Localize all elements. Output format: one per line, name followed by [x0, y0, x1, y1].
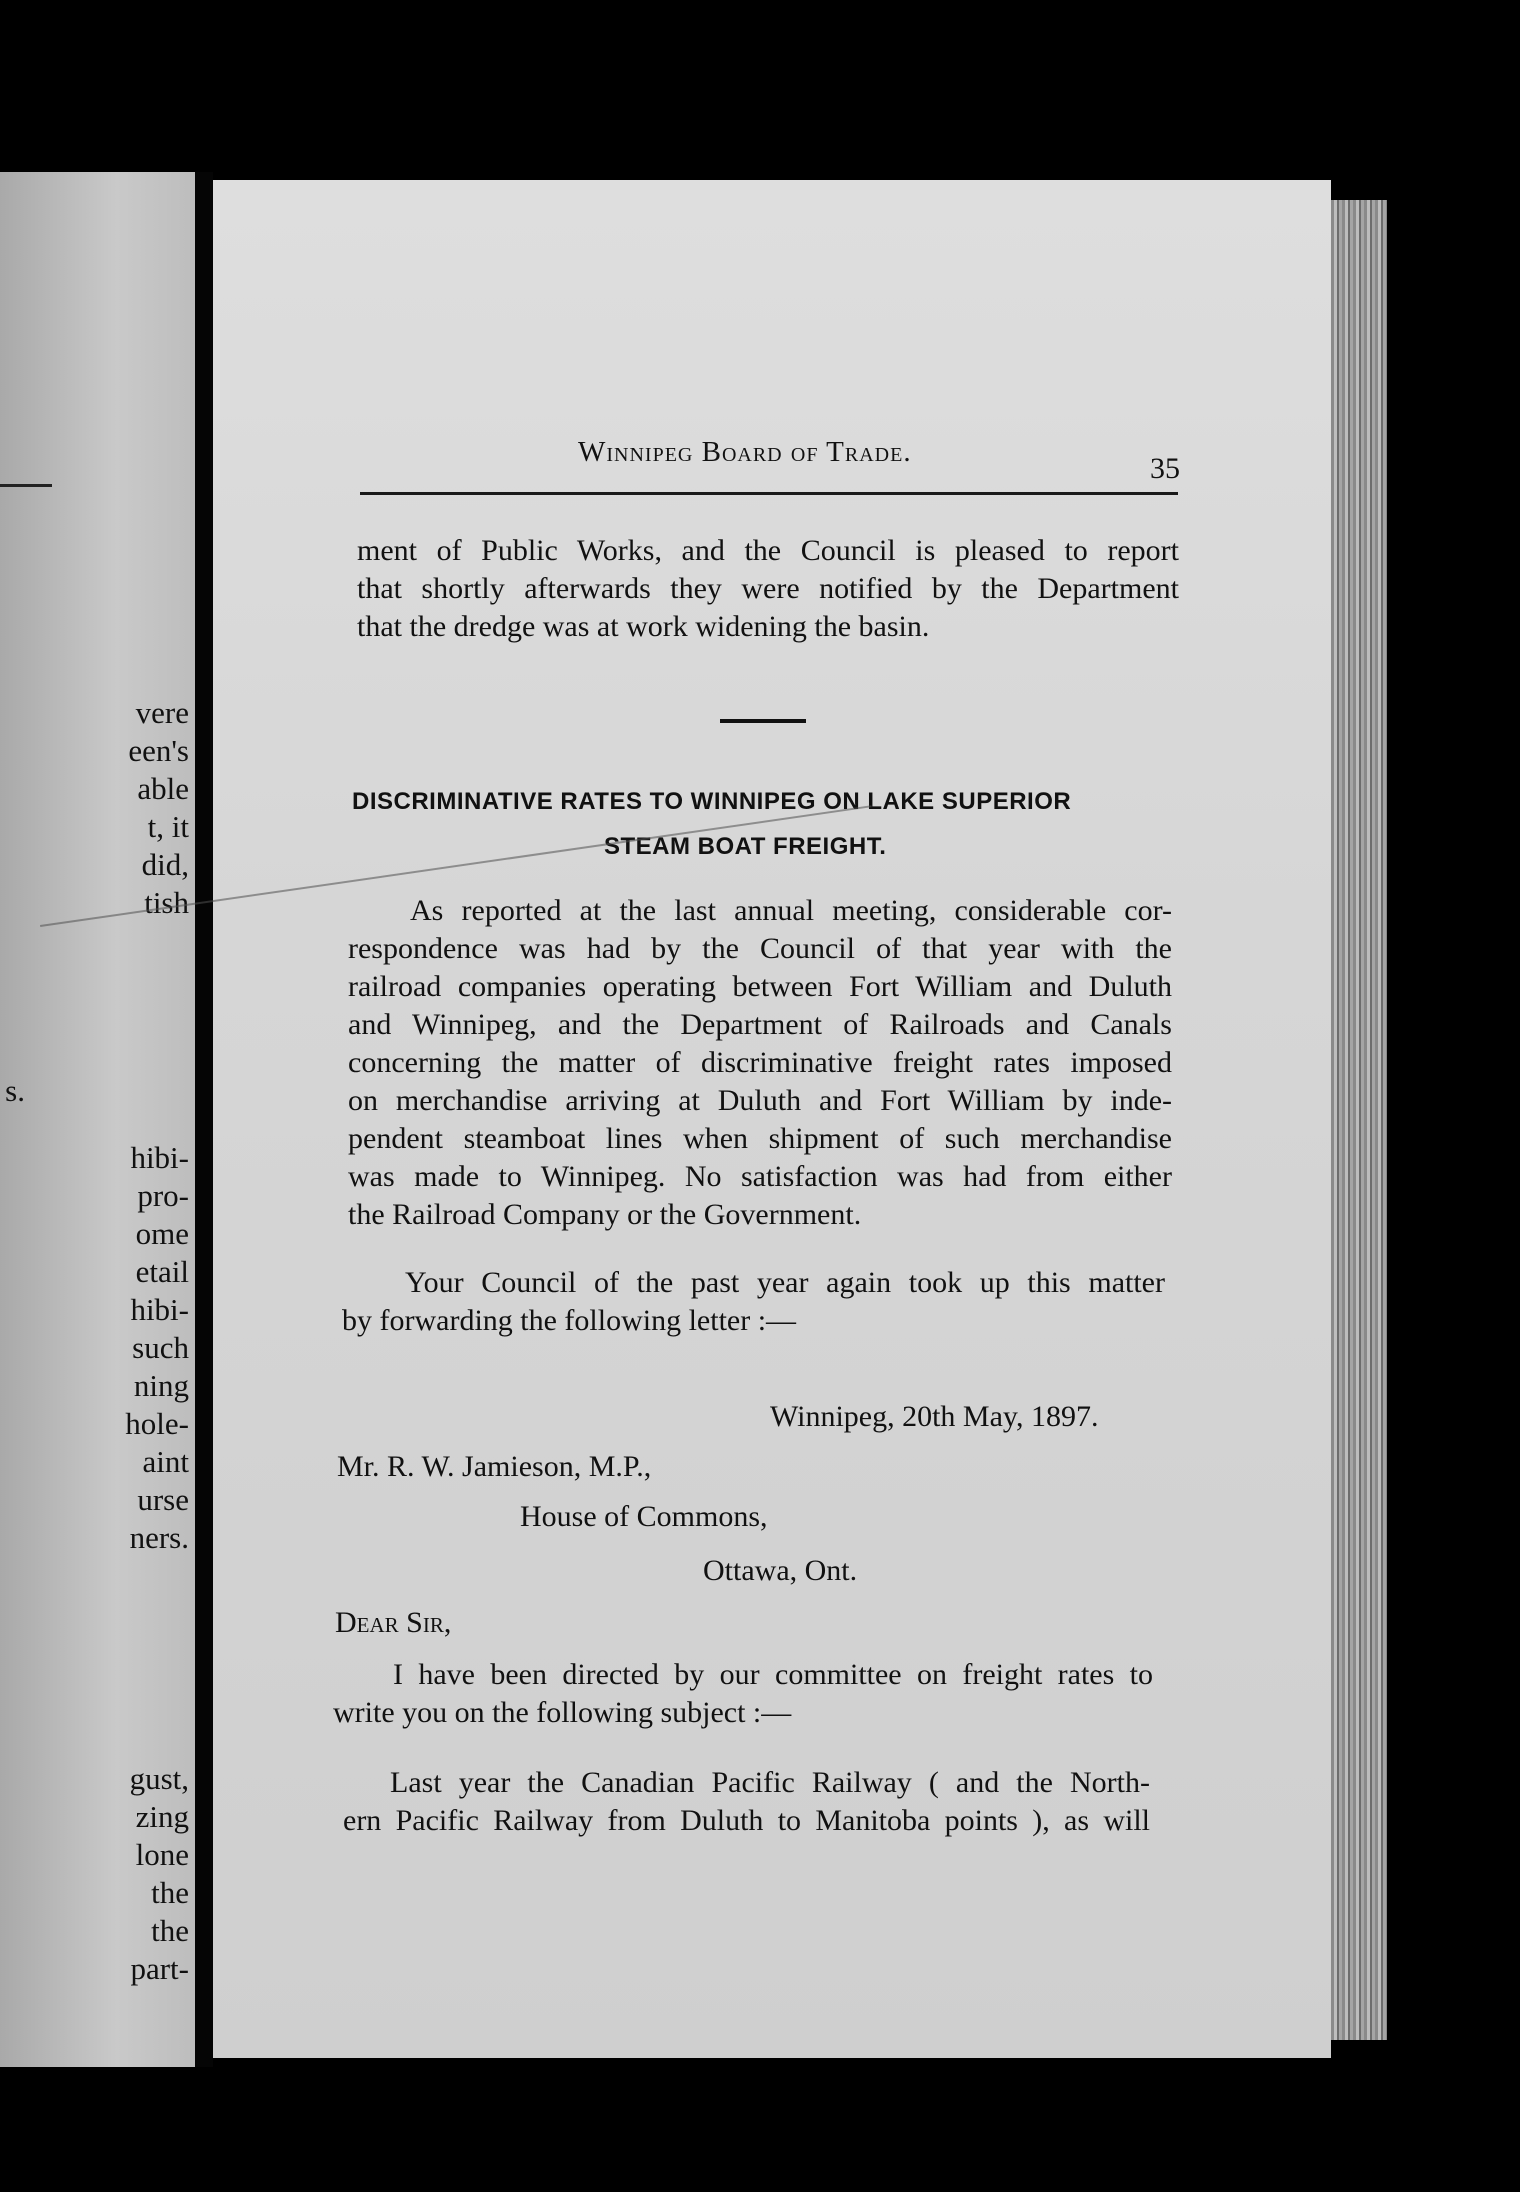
left-line: the	[151, 1913, 189, 1948]
text-line: concerning the matter of discriminative freight rates imposed	[348, 1046, 1172, 1079]
text-line: was made to Winnipeg. No satisfaction was had from either	[348, 1160, 1172, 1193]
left-line: vere	[135, 695, 189, 730]
text-line: ment of Public Works, and the Council is pleased to report	[357, 534, 1179, 567]
text-line: I have been directed by our committee on freight rates to	[393, 1658, 1153, 1691]
text-line: that the dredge was at work widening the basin.	[357, 610, 930, 643]
section-subheading: STEAM BOAT FREIGHT.	[604, 833, 887, 860]
left-line: s.	[5, 1073, 25, 1108]
text-line: write you on the following subject :—	[333, 1696, 792, 1729]
left-line: zing	[135, 1799, 189, 1834]
left-line: ome	[135, 1216, 189, 1251]
section-heading: DISCRIMINATIVE RATES TO WINNIPEG ON LAKE SUPERIOR	[352, 788, 1072, 815]
left-line: ners.	[129, 1520, 189, 1555]
left-page-fragment	[0, 172, 195, 2067]
text-line: that shortly afterwards they were notified by the Department	[357, 572, 1179, 605]
text-line: the Railroad Company or the Government.	[348, 1198, 862, 1231]
left-line: pro-	[137, 1178, 189, 1213]
running-title: Winnipeg Board of Trade.	[578, 436, 912, 468]
left-line: t, it	[147, 809, 189, 844]
letter-salutation: Dear Sir,	[335, 1606, 452, 1639]
left-page-rule	[0, 484, 52, 487]
text-line: and Winnipeg, and the Department of Railroads and Canals	[348, 1008, 1172, 1041]
letter-address-line: Ottawa, Ont.	[703, 1554, 858, 1587]
left-line: did,	[141, 847, 189, 882]
left-line: hibi-	[130, 1292, 189, 1327]
text-line: Last year the Canadian Pacific Railway ( and the North-	[390, 1766, 1150, 1799]
left-line: lone	[135, 1837, 189, 1872]
left-line: the	[151, 1875, 189, 1910]
text-line: by forwarding the following letter :—	[342, 1304, 797, 1337]
page-number: 35	[1150, 452, 1180, 485]
letter-dateline: Winnipeg, 20th May, 1897.	[770, 1400, 1099, 1433]
left-line: urse	[137, 1482, 189, 1517]
text-line: ern Pacific Railway from Duluth to Manitoba points ), as will	[343, 1804, 1150, 1837]
letter-address-line: House of Commons,	[520, 1500, 768, 1533]
section-separator	[720, 719, 806, 723]
text-line: Your Council of the past year again took up this matter	[405, 1266, 1165, 1299]
left-line: such	[132, 1330, 189, 1365]
text-line: respondence was had by the Council of that year with the	[348, 932, 1172, 965]
left-line: part-	[130, 1951, 189, 1986]
text-line: on merchandise arriving at Duluth and Fort William by inde-	[348, 1084, 1172, 1117]
left-line: hole-	[125, 1406, 189, 1441]
left-line: gust,	[129, 1761, 189, 1796]
letter-addressee: Mr. R. W. Jamieson, M.P.,	[337, 1450, 652, 1483]
left-line: able	[137, 771, 189, 806]
text-line: pendent steamboat lines when shipment of such merchandise	[348, 1122, 1172, 1155]
book-gutter	[195, 172, 213, 2067]
left-line: etail	[135, 1254, 189, 1289]
header-rule	[360, 492, 1178, 495]
text-line: railroad companies operating between Fort William and Duluth	[348, 970, 1172, 1003]
left-line: hibi-	[130, 1140, 189, 1175]
left-line: tish	[144, 885, 189, 920]
left-line: aint	[142, 1444, 189, 1479]
text-line: As reported at the last annual meeting, considerable cor-	[410, 894, 1172, 927]
page-edges	[1331, 200, 1387, 2040]
left-line: ning	[133, 1368, 189, 1403]
left-line: een's	[128, 733, 189, 768]
